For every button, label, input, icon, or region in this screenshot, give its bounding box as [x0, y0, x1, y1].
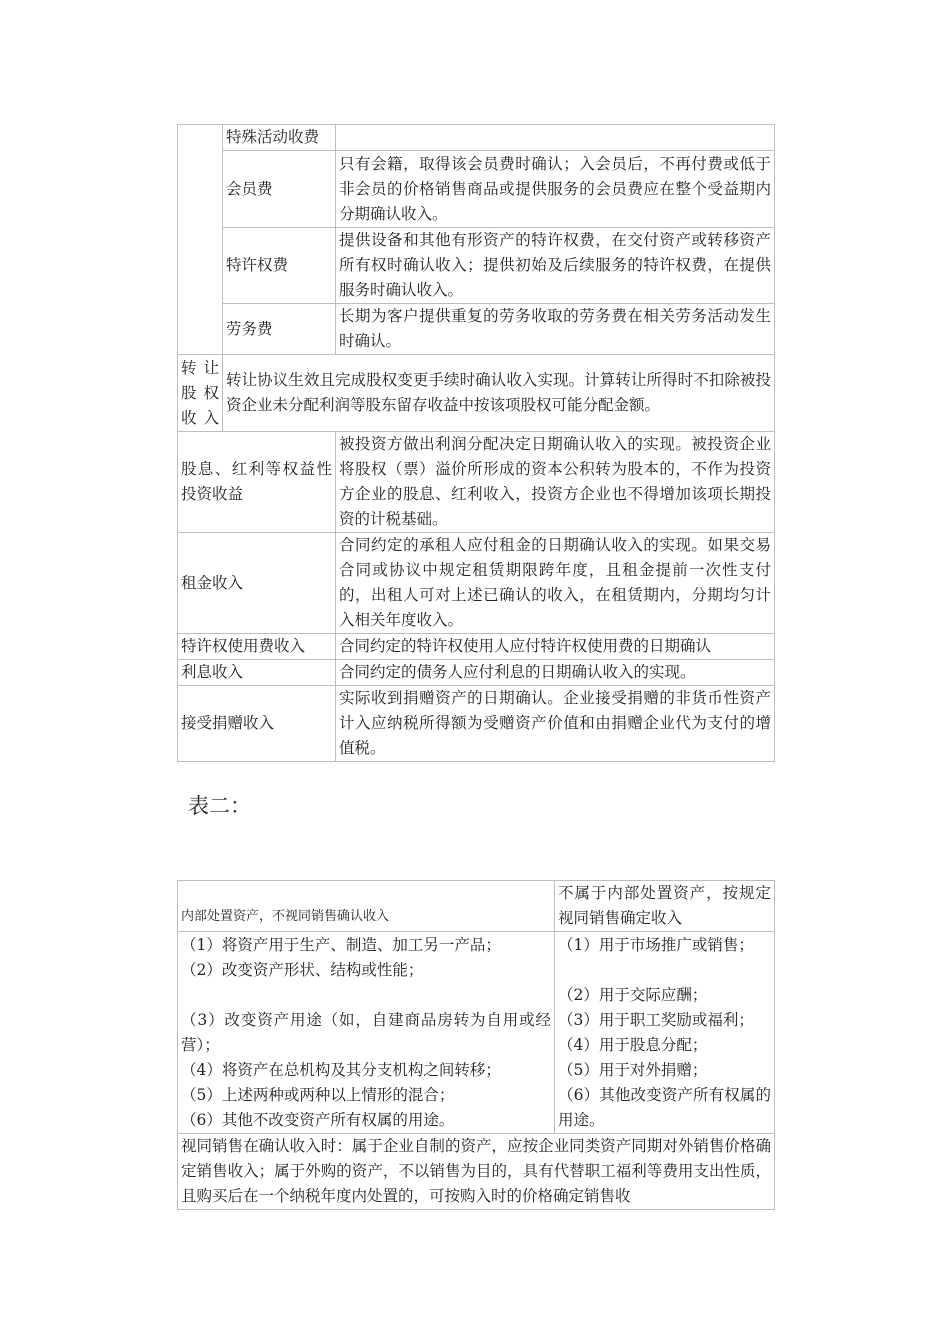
row-label: 利息收入	[178, 660, 336, 686]
table2-heading: 表二：	[188, 794, 251, 818]
row-label: 租金收入	[178, 533, 336, 634]
table-row	[178, 686, 775, 762]
list-spacer	[181, 983, 551, 1008]
table-row	[178, 125, 775, 151]
left-items-cell	[178, 932, 555, 1134]
row-text: 合同约定的债务人应付利息的日期确认收入的实现。	[336, 660, 775, 686]
row-label: 特许权费	[223, 228, 336, 304]
group-label-cell	[178, 125, 223, 355]
list-item: （5）用于对外捐赠；	[558, 1061, 708, 1079]
row-text: 长期为客户提供重复的劳务收取的劳务费在相关劳务活动发生时确认。	[336, 304, 775, 355]
row-text: 转让协议生效且完成股权变更手续时确认收入实现。计算转让所得时不扣除被投资企业未分配利润等股东留存收益中按该项股权可能分配金额。	[223, 355, 775, 432]
row-label: 劳务费	[223, 304, 336, 355]
list-item: （2）改变资产形状、结构或性能；	[181, 961, 424, 979]
list-item: （3）改变资产用途（如，自建商品房转为自用或经营）；	[181, 1011, 551, 1054]
row-label: 接受捐赠收入	[178, 686, 336, 762]
deemed-sales-table	[177, 880, 775, 1210]
row-label: 股息、红利等权益性投资收益	[178, 432, 336, 533]
table-row	[178, 533, 775, 634]
table-row	[178, 1134, 775, 1210]
row-text: 合同约定的特许权使用人应付特许权使用费的日期确认	[336, 634, 775, 660]
list-item: （4）用于股息分配；	[558, 1036, 708, 1054]
header-right: 不属于内部处置资产，按规定视同销售确定收入	[555, 881, 775, 932]
list-item: （6）其他不改变资产所有权属的用途。	[181, 1111, 455, 1129]
table-row	[178, 660, 775, 686]
list-item: （1）用于市场推广或销售；	[558, 936, 754, 954]
footer-text: 视同销售在确认收入时：属于企业自制的资产，应按企业同类资产同期对外销售价格确定销售收入；属于外购的资产，不以销售为目的，具有代替职工福利等费用支出性质，且购买后在一个纳税年度内处置的，可按购入时的价格确定销售收	[178, 1134, 775, 1210]
list-item: （1）将资产用于生产、制造、加工另一产品；	[181, 936, 501, 954]
table-header-row	[178, 881, 775, 932]
row-text: 合同约定的承租人应付租金的日期确认收入的实现。如果交易合同或协议中规定租赁期限跨年度，且租金提前一次性支付的，出租人可对上述已确认的收入，在租赁期内，分期均匀计入相关年度收入。	[336, 533, 775, 634]
list-item: （6）其他改变资产所有权属的用途。	[558, 1086, 771, 1129]
list-item: （5）上述两种或两种以上情形的混合；	[181, 1086, 455, 1104]
row-text: 提供设备和其他有形资产的特许权费，在交付资产或转移资产所有权时确认收入；提供初始及后续服务的特许权费，在提供服务时确认收入。	[336, 228, 775, 304]
list-item: （3）用于职工奖励或福利；	[558, 1011, 754, 1029]
row-label: 转让股权收入	[178, 355, 223, 432]
table-row	[178, 151, 775, 228]
row-label: 特许权使用费收入	[178, 634, 336, 660]
row-text	[336, 125, 775, 151]
table-row	[178, 634, 775, 660]
row-label: 特殊活动收费	[223, 125, 336, 151]
table-row	[178, 228, 775, 304]
header-left: 内部处置资产，不视同销售确认收入	[178, 881, 555, 932]
row-text: 实际收到捐赠资产的日期确认。企业接受捐赠的非货币性资产计入应纳税所得额为受赠资产价值和由捐赠企业代为支付的增值税。	[336, 686, 775, 762]
row-text: 被投资方做出利润分配决定日期确认收入的实现。被投资企业将股权（票）溢价所形成的资本公积转为股本的，不作为投资方企业的股息、红利收入，投资方企业也不得增加该项长期投资的计税基础。	[336, 432, 775, 533]
row-label: 会员费	[223, 151, 336, 228]
right-items-cell	[555, 932, 775, 1134]
table-row	[178, 304, 775, 355]
list-item: （4）将资产在总机构及其分支机构之间转移；	[181, 1061, 501, 1079]
table-row	[178, 432, 775, 533]
table-row	[178, 932, 775, 1134]
table-row	[178, 355, 775, 432]
list-spacer	[558, 958, 771, 983]
income-recognition-table	[177, 124, 775, 762]
list-item: （2）用于交际应酬；	[558, 986, 708, 1004]
row-text: 只有会籍，取得该会员费时确认；入会员后，不再付费或低于非会员的价格销售商品或提供服务的会员费应在整个受益期内分期确认收入。	[336, 151, 775, 228]
